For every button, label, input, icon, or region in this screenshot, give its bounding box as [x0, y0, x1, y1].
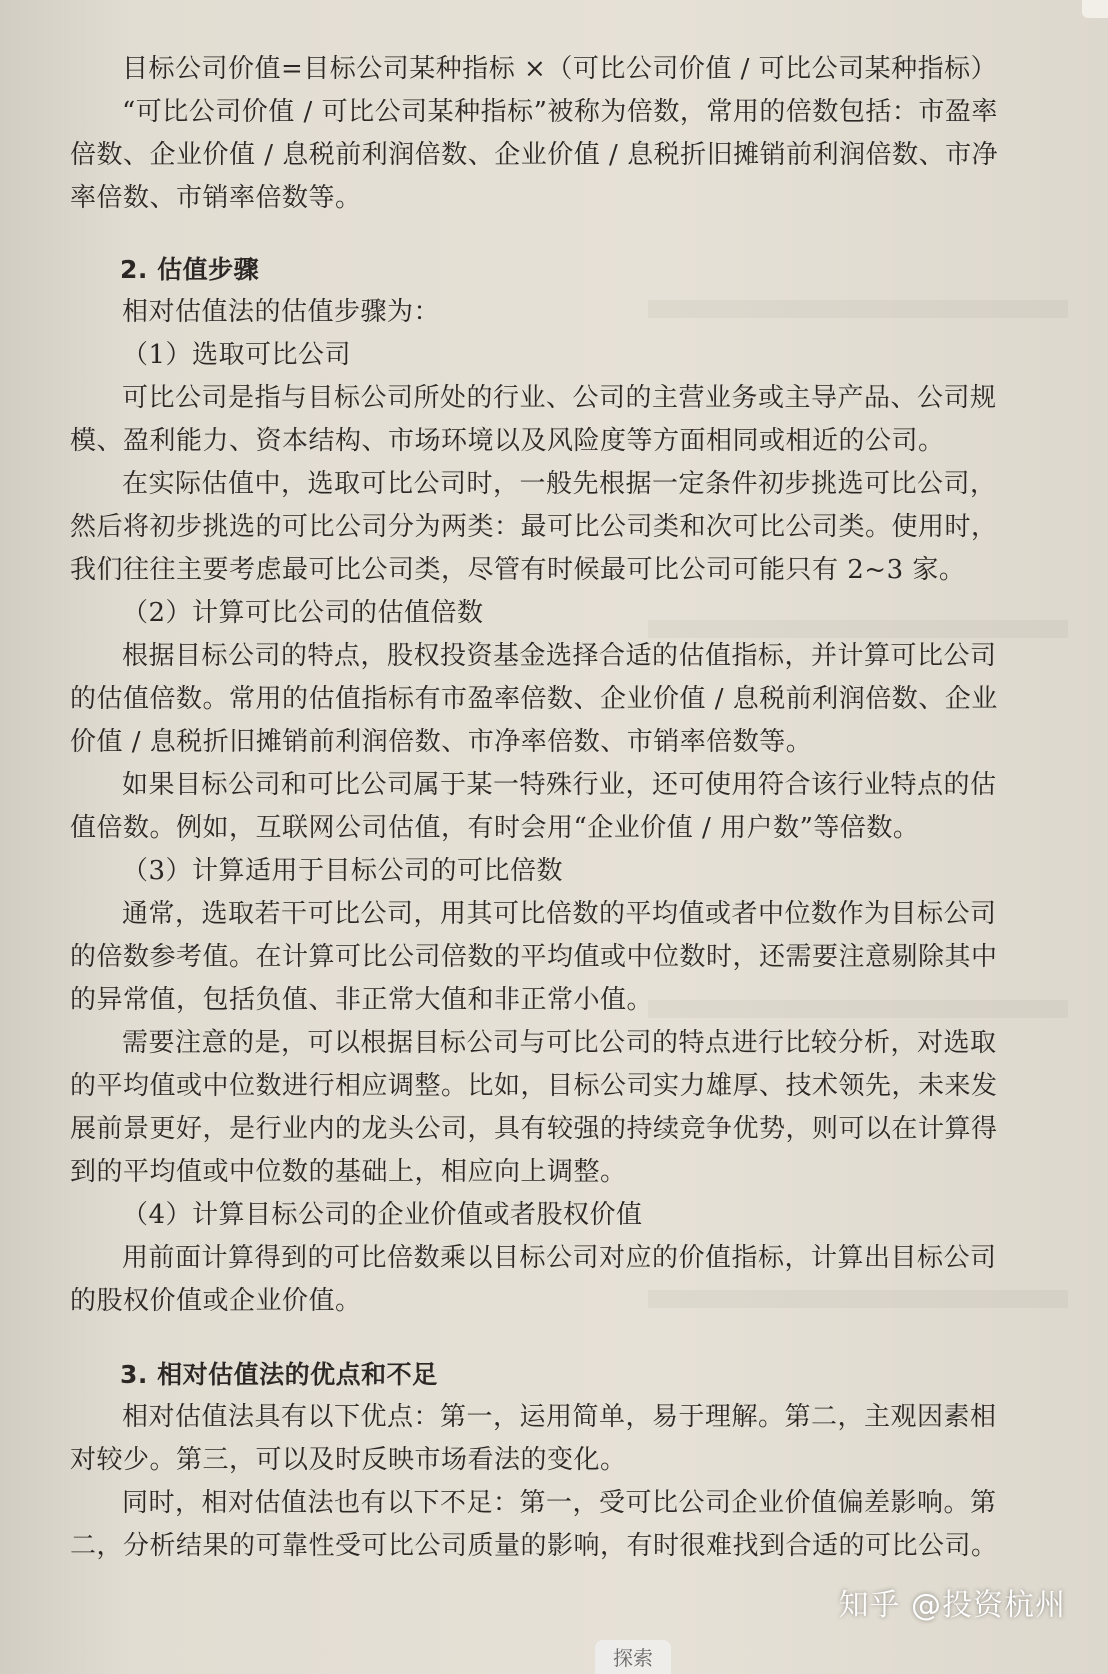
- text-line: 值倍数。例如，互联网公司估值，有时会用“企业价值 / 用户数”等倍数。: [70, 813, 920, 843]
- text-line: 我们往往主要考虑最可比公司类，尽管有时候最可比公司可能只有 2~3 家。: [70, 555, 966, 585]
- text-line: 相对估值法具有以下优点：第一，运用简单，易于理解。第二，主观因素相: [122, 1402, 997, 1432]
- text-line: 根据目标公司的特点，股权投资基金选择合适的估值指标，并计算可比公司: [122, 641, 997, 671]
- text-line: 到的平均值或中位数的基础上，相应向上调整。: [70, 1157, 627, 1187]
- explore-button[interactable]: 探索: [595, 1640, 671, 1674]
- text-line: 率倍数、市销率倍数等。: [70, 183, 362, 213]
- section-heading: 2. 估值步骤: [120, 255, 260, 284]
- text-line: 需要注意的是，可以根据目标公司与可比公司的特点进行比较分析，对选取: [122, 1028, 997, 1058]
- formula-line: 目标公司价值=目标公司某种指标 ×（可比公司价值 / 可比公司某种指标）: [122, 54, 998, 84]
- text-line: 的估值倍数。常用的估值指标有市盈率倍数、企业价值 / 息税前利润倍数、企业: [70, 684, 998, 714]
- step-title: （3）计算适用于目标公司的可比倍数: [122, 856, 564, 886]
- step-title: （2）计算可比公司的估值倍数: [122, 598, 484, 628]
- text-line: 的股权价值或企业价值。: [70, 1286, 362, 1316]
- text-line: 倍数、企业价值 / 息税前利润倍数、企业价值 / 息税折旧摊销前利润倍数、市净: [70, 140, 999, 170]
- text-line: 在实际估值中，选取可比公司时，一般先根据一定条件初步挑选可比公司，: [122, 469, 997, 499]
- text-line: 二，分析结果的可靠性受可比公司质量的影响，有时很难找到合适的可比公司。: [70, 1531, 998, 1561]
- text-line: 可比公司是指与目标公司所处的行业、公司的主营业务或主导产品、公司规: [122, 383, 997, 413]
- text-line: 通常，选取若干可比公司，用其可比倍数的平均值或者中位数作为目标公司: [122, 899, 997, 929]
- zhihu-watermark: 知乎 @投资杭州: [838, 1588, 1066, 1623]
- text-line: 如果目标公司和可比公司属于某一特殊行业，还可使用符合该行业特点的估: [122, 770, 997, 800]
- text-line: 的平均值或中位数进行相应调整。比如，目标公司实力雄厚、技术领先，未来发: [70, 1071, 998, 1101]
- page-corner: [1082, 0, 1108, 18]
- text-line: 然后将初步挑选的可比公司分为两类：最可比公司类和次可比公司类。使用时，: [70, 512, 998, 542]
- text-line: “可比公司价值 / 可比公司某种指标”被称为倍数，常用的倍数包括：市盈率: [122, 97, 998, 127]
- text-line: 的异常值，包括负值、非正常大值和非正常小值。: [70, 985, 654, 1015]
- step-title: （4）计算目标公司的企业价值或者股权价值: [122, 1200, 643, 1230]
- page-text: [70, 48, 1040, 1568]
- text-line: 的倍数参考值。在计算可比公司倍数的平均值或中位数时，还需要注意剔除其中: [70, 942, 998, 972]
- text-line: 相对估值法的估值步骤为：: [122, 297, 441, 327]
- section-heading: 3. 相对估值法的优点和不足: [120, 1360, 438, 1389]
- text-line: 对较少。第三，可以及时反映市场看法的变化。: [70, 1445, 627, 1475]
- text-line: 价值 / 息税折旧摊销前利润倍数、市净率倍数、市销率倍数等。: [70, 727, 813, 757]
- text-line: 用前面计算得到的可比倍数乘以目标公司对应的价值指标，计算出目标公司: [122, 1243, 997, 1273]
- text-line: 同时，相对估值法也有以下不足：第一，受可比公司企业价值偏差影响。第: [122, 1488, 997, 1518]
- text-line: 展前景更好，是行业内的龙头公司，具有较强的持续竞争优势，则可以在计算得: [70, 1114, 998, 1144]
- text-line: 模、盈利能力、资本结构、市场环境以及风险度等方面相同或相近的公司。: [70, 426, 945, 456]
- step-title: （1）选取可比公司: [122, 340, 352, 370]
